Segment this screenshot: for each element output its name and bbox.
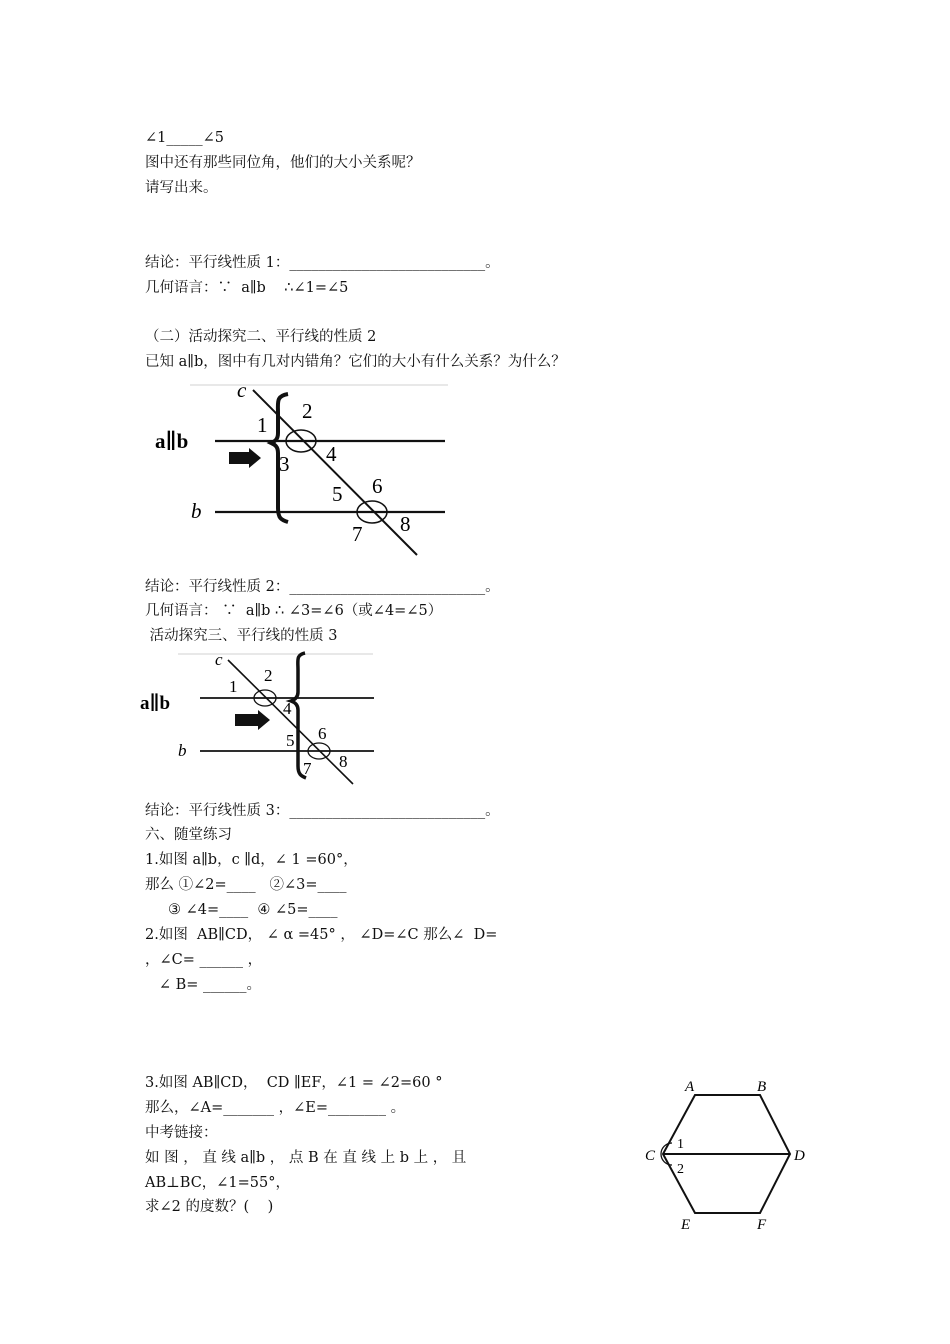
- exercise-2: 2.如图 AB∥CD， ∠ α =45° ， ∠D=∠C 那么∠ D=: [145, 927, 498, 943]
- angle-label: 6: [372, 474, 383, 498]
- angle-label: 2: [677, 1162, 684, 1177]
- label-c: c: [215, 650, 223, 669]
- angle-label: 1: [229, 677, 238, 696]
- exercise-2-blank-c: ，∠C= ______ ，: [145, 952, 263, 968]
- figure-hexagon: [636, 1072, 816, 1237]
- label-a-parallel-b: a∥b: [155, 429, 189, 453]
- text-line: 图中还有那些同位角，他们的大小关系呢？: [145, 155, 421, 171]
- label-b: b: [178, 741, 187, 760]
- section-heading-6: 六、随堂练习: [145, 827, 232, 843]
- vertex-C: C: [645, 1148, 656, 1164]
- exam-question-ask: 求∠2 的度数？( ): [145, 1199, 274, 1215]
- exam-question-cont: AB⊥BC，∠1=55°，: [145, 1175, 291, 1191]
- angle-label: 8: [339, 752, 348, 771]
- figure-parallel-lines-1: [145, 378, 455, 558]
- vertex-D: D: [794, 1148, 805, 1164]
- label-a-parallel-b: a∥b: [140, 693, 171, 714]
- figure-parallel-lines-2: [138, 650, 388, 790]
- angle-label: 5: [332, 482, 343, 506]
- exam-question: 如 图 ， 直 线 a∥b ， 点 B 在 直 线 上 b 上 ， 且: [145, 1150, 467, 1166]
- exercise-3-blanks: 那么，∠A=_______ ，∠E=________ 。: [145, 1100, 406, 1116]
- angle-label: 4: [326, 442, 337, 466]
- angle-label: 7: [303, 759, 312, 778]
- text-line: ∠1_____∠5: [145, 130, 224, 146]
- label-c: c: [237, 378, 247, 402]
- angle-label: 2: [264, 666, 273, 685]
- angle-label: 1: [257, 413, 268, 437]
- angle-label: 1: [677, 1137, 684, 1152]
- exercise-1-blanks-b: ③ ∠4=____ ④ ∠5=____: [145, 902, 338, 918]
- exam-link-heading: 中考链接：: [145, 1125, 218, 1141]
- angle-label: 8: [400, 512, 411, 536]
- geometry-language-2: 几何语言： ∵ a∥b ∴ ∠3=∠6（或∠4=∠5）: [145, 603, 443, 619]
- exercise-1: 1.如图 a∥b，c ∥d，∠ 1 =60°，: [145, 852, 358, 868]
- angle-label: 2: [302, 399, 313, 423]
- vertex-E: E: [681, 1217, 691, 1233]
- conclusion-2: 结论：平行线性质 2：___________________________。: [145, 579, 500, 595]
- question-line: 已知 a∥b，图中有几对内错角？它们的大小有什么关系？为什么？: [145, 354, 566, 370]
- exercise-1-blanks-a: 那么 ①∠2=____ ②∠3=____: [145, 877, 347, 893]
- exercise-3: 3.如图 AB∥CD， CD ∥EF，∠1 = ∠2=60 °: [145, 1075, 443, 1091]
- conclusion-3: 结论：平行线性质 3：___________________________。: [145, 803, 500, 819]
- vertex-A: A: [685, 1079, 695, 1095]
- vertex-B: B: [757, 1079, 767, 1095]
- section-heading-2: （二）活动探究二、平行线的性质 2: [145, 329, 377, 345]
- section-heading-3: 活动探究三、平行线的性质 3: [145, 628, 338, 644]
- label-b: b: [191, 499, 202, 523]
- text-line: 请写出来。: [145, 180, 218, 196]
- angle-label: 4: [283, 699, 292, 718]
- angle-label: 7: [352, 522, 363, 546]
- vertex-F: F: [757, 1217, 767, 1233]
- conclusion-1: 结论：平行线性质 1：___________________________。: [145, 255, 500, 271]
- geometry-language-1: 几何语言：∵ a∥b ∴∠1=∠5: [145, 280, 349, 296]
- angle-label: 6: [318, 724, 327, 743]
- exercise-2-blank-b: ∠ B= ______。: [145, 977, 261, 993]
- angle-label: 5: [286, 731, 295, 750]
- angle-label: 3: [279, 452, 290, 476]
